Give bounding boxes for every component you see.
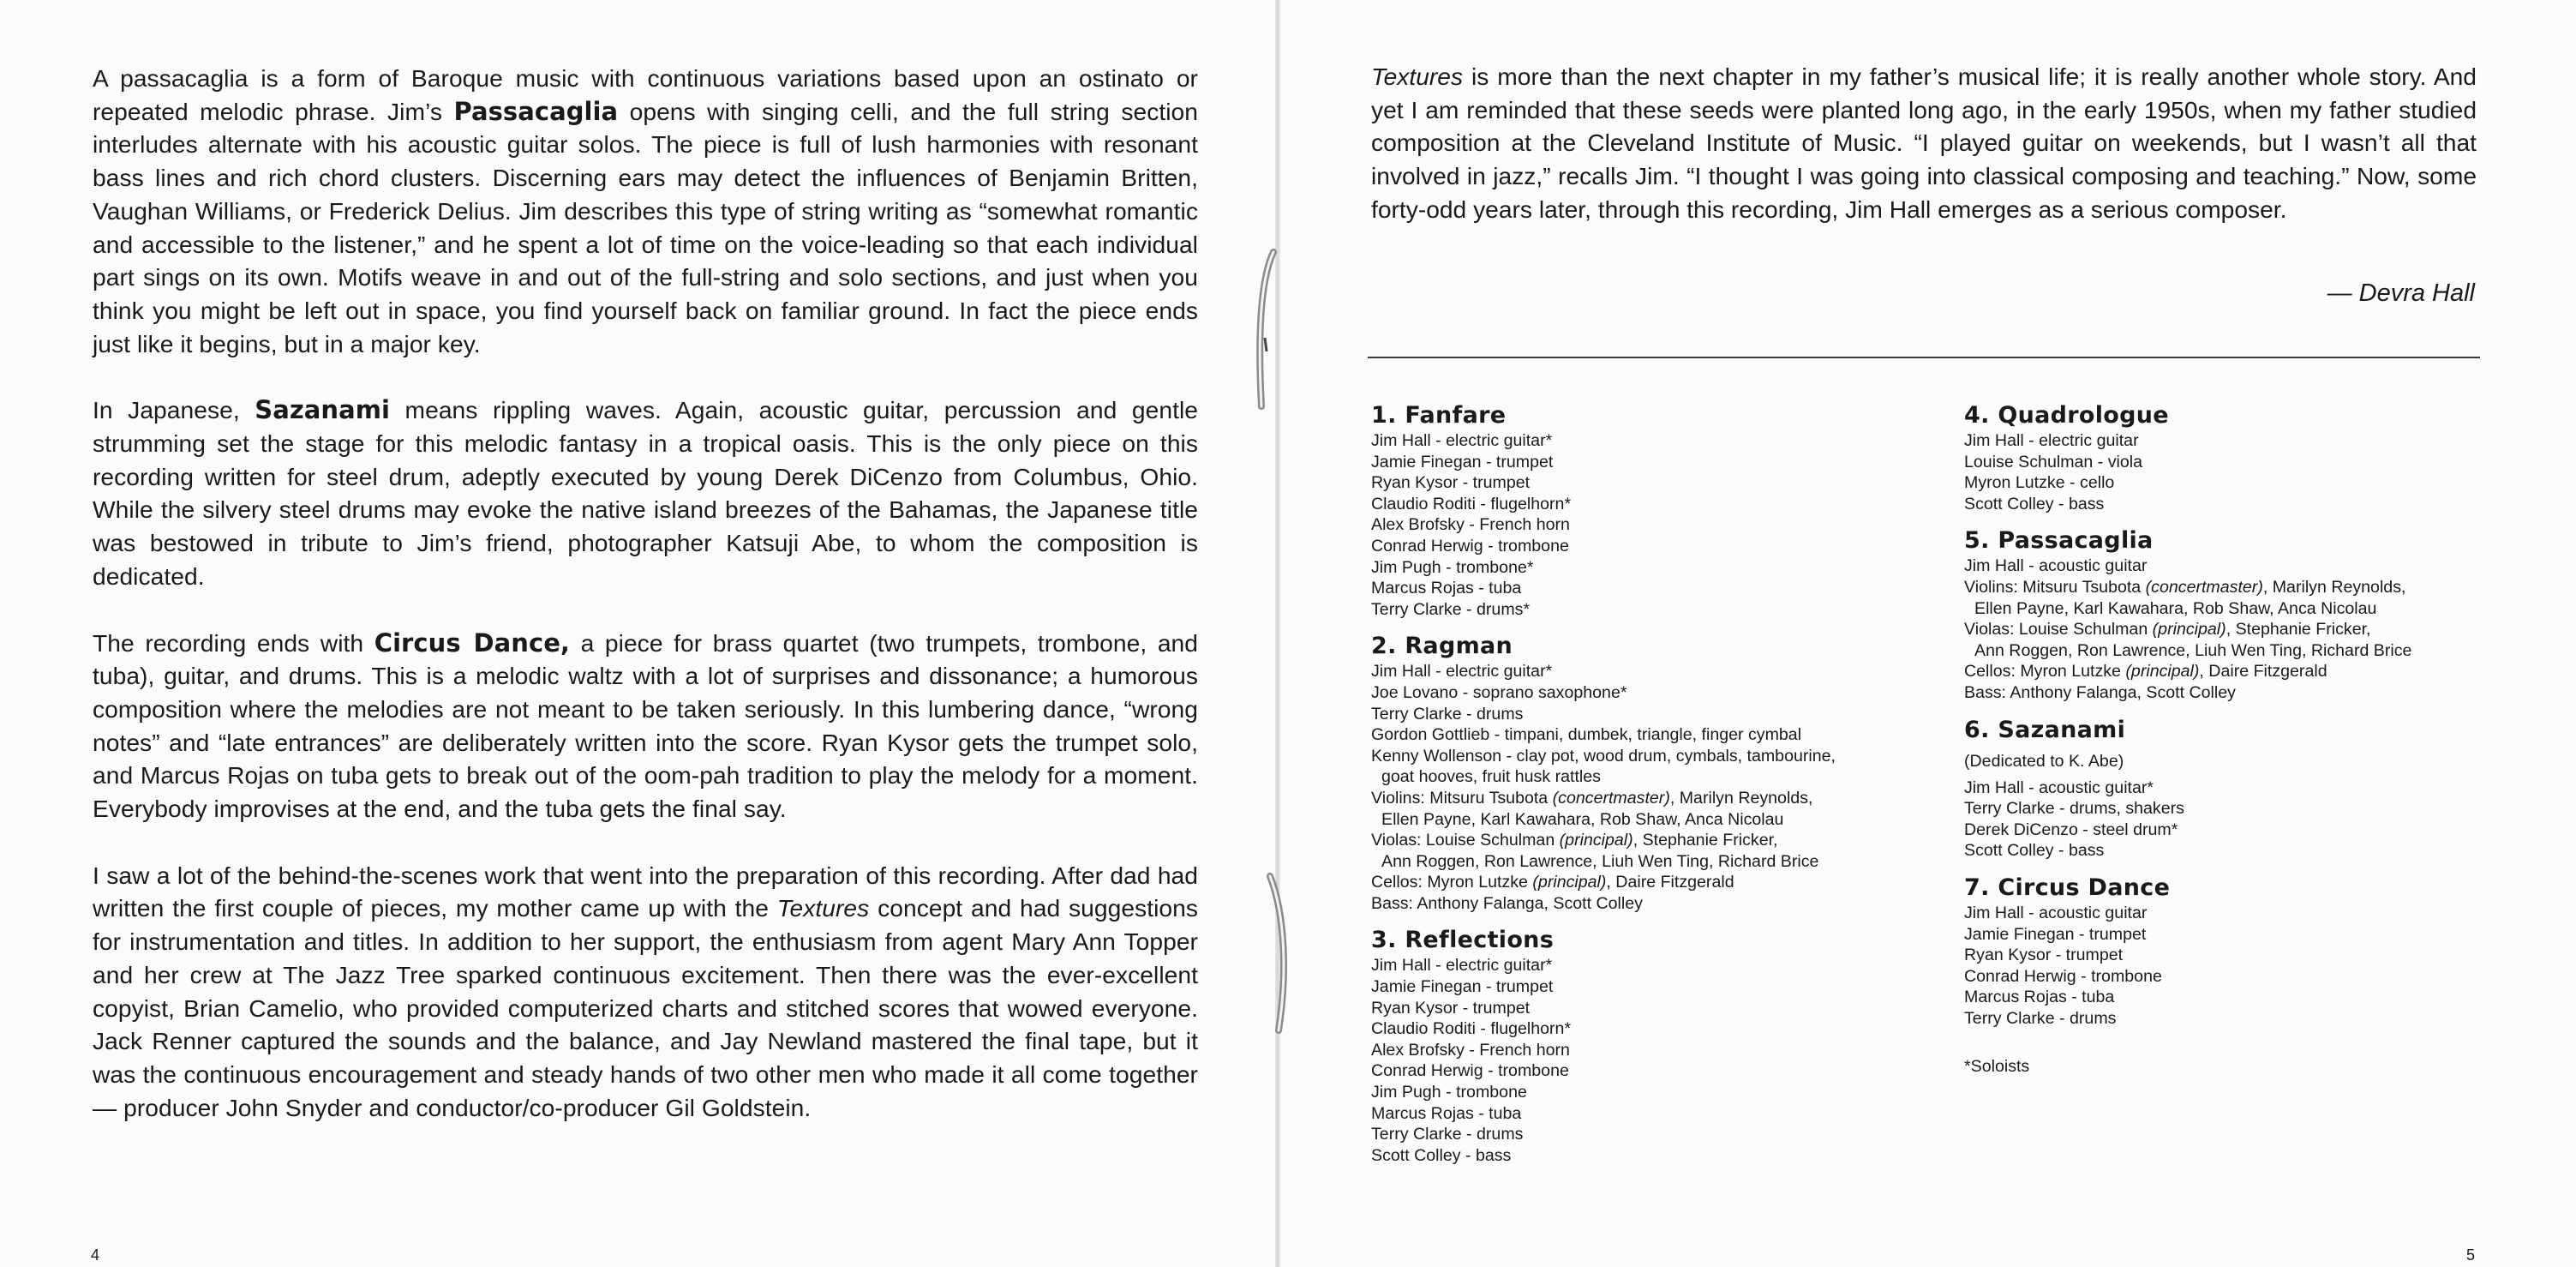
credit-line: Violins: Mitsuru Tsubota (concertmaster), Marilyn Reynolds, Ellen Payne, Karl Kawahara, Rob Shaw, Anca Nicolau <box>1371 788 1937 830</box>
staple-top-icon <box>1248 247 1282 410</box>
track <box>1964 401 2530 514</box>
essay-paragraph <box>93 627 1198 826</box>
credit-continuation: Ellen Payne, Karl Kawahara, Rob Shaw, Anca Nicolau <box>1381 809 1784 829</box>
credit-line: Kenny Wollenson - clay pot, wood drum, cymbals, tambourine, goat hooves, fruit husk rattles <box>1371 746 1937 788</box>
credit-line: Scott Colley - bass <box>1964 841 2105 861</box>
page-number-right: 5 <box>2466 1246 2476 1264</box>
credit-line: Claudio Roditi - flugelhorn* <box>1371 1019 1572 1039</box>
text-run: A passacaglia is a form of Baroque music with continuous variations based upon an ostinato or repeated melodic phrase. Jim’s <box>93 64 1198 125</box>
track-title: 1. Fanfare <box>1371 402 1507 429</box>
credit-line: Jim Hall - acoustic guitar <box>1964 556 2148 576</box>
credit-line: Scott Colley - bass <box>1371 1145 1512 1165</box>
essay-paragraph <box>93 859 1198 1125</box>
credit-line: Alex Brofsky - French horn <box>1371 1040 1570 1060</box>
credit-line: Derek DiCenzo - steel drum* <box>1964 820 2178 839</box>
track-title: 5. Passacaglia <box>1964 527 2154 555</box>
intro-paragraph <box>1371 60 2477 226</box>
role-note: (principal) <box>2152 620 2226 640</box>
essay-text <box>93 62 1198 1157</box>
italic-title: Textures <box>776 894 870 922</box>
credit-line: Violins: Mitsuru Tsubota (concertmaster), Marilyn Reynolds, Ellen Payne, Karl Kawahara, Rob Shaw, Anca Nicolau <box>1964 577 2530 619</box>
credit-line: Jim Pugh - trombone <box>1371 1083 1527 1102</box>
track-name-bold: Circus Dance, <box>374 627 570 658</box>
track-dedication: (Dedicated to K. Abe) <box>1964 751 2124 771</box>
signature: — Devra Hall <box>2327 279 2475 307</box>
role-note: (principal) <box>2125 662 2200 682</box>
credit-line: Gordon Gottlieb - timpani, dumbek, triangle, finger cymbal <box>1371 725 1802 745</box>
credit-line: Louise Schulman - viola <box>1964 452 2143 471</box>
track-list-left <box>1371 401 1937 1178</box>
divider-rule <box>1368 357 2480 358</box>
intro-text <box>1371 60 2477 226</box>
track <box>1964 716 2530 862</box>
text-run: concept and had suggestions for instrumentation and titles. In addition to her support, the enthusiasm from agent Mary Ann Topper and her crew at The Jazz Tree sparked continuous excitement. Then there was the ever-excellent copyist, Brian Camelio, who provided computerized charts and stitched scores that wowed everyone. Jack Renner captured the sounds and the balance, and Jay Newland mastered the final tape, but it was the continuous encouragement and steady hands of two other men who made it all come together — producer John Snyder and conductor/co-producer Gil Goldstein. <box>93 894 1198 1121</box>
track-name-bold: Passacaglia <box>453 96 619 126</box>
text-run: is more than the next chapter in my father’s musical life; it is really another whole story. And yet I am reminded that these seeds were planted long ago, in the early 1950s, when my father studied composition at the Cleveland Institute of Music. “I played guitar on weekends, but I wasn’t all that involved in jazz,” recalls Jim. “I thought I was going into classical composing and teaching.” Now, some forty-odd years later, through this recording, Jim Hall emerges as a serious composer. <box>1371 63 2477 223</box>
role-note: (principal) <box>1559 831 1633 850</box>
track-title: 7. Circus Dance <box>1964 874 2171 901</box>
essay-paragraph <box>93 62 1198 360</box>
role-note: (concertmaster) <box>2145 577 2263 597</box>
credit-continuation: goat hooves, fruit husk rattles <box>1381 767 1601 787</box>
credit-line: Ryan Kysor - trumpet <box>1371 473 1531 493</box>
track <box>1964 874 2530 1030</box>
credit-line: Terry Clarke - drums* <box>1371 599 1531 619</box>
credit-line: Jim Hall - electric guitar* <box>1371 662 1553 682</box>
text-run: means rippling waves. Again, acoustic guitar, percussion and gentle strumming set the stage for this melodic fantasy in a tropical oasis. This is the only piece on this recording written for steel drum, adeptly executed by young Derek DiCenzo from Columbus, Ohio. While the silvery steel drums may evoke the native island breezes of the Bahamas, the Japanese title was bestowed in tribute to Jim’s friend, photographer Katsuji Abe, to whom the composition is dedicated. <box>93 396 1199 590</box>
credit-continuation: Ann Roggen, Ron Lawrence, Liuh Wen Ting, Richard Brice <box>1974 640 2412 660</box>
track <box>1371 926 1937 1166</box>
track-title: 3. Reflections <box>1371 927 1555 954</box>
credit-line: Marcus Rojas - tuba <box>1371 579 1522 598</box>
text-run: opens with singing celli, and the full string section interludes alternate with his acoustic guitar solos. The piece is full of lush harmonies with resonant bass lines and rich chord clusters. Discerning ears may detect the influences of Benjamin Britten, Vaughan Williams, or Frederick Delius. Jim describes this type of string writing as “somewhat romantic and accessible to the listener,” and he spent a lot of time on the voice-leading so that each individual part sings on its own. Motifs weave in and out of the full-string and solo sections, and just when you think you might be left out in space, you find yourself back on familiar ground. In fact the piece ends just like it begins, but in a major key. <box>93 97 1199 357</box>
credit-line: Claudio Roditi - flugelhorn* <box>1371 494 1572 513</box>
staple-bottom-icon <box>1263 873 1297 1036</box>
soloists-footnote: *Soloists <box>1964 1057 2030 1077</box>
credit-line: Bass: Anthony Falanga, Scott Colley <box>1371 893 1643 913</box>
track-name-bold: Sazanami <box>255 395 390 425</box>
booklet-spine <box>1275 0 1280 1267</box>
credit-line: Conrad Herwig - trombone <box>1371 1061 1569 1081</box>
credit-line: Jim Hall - electric guitar* <box>1371 956 1553 976</box>
text-run: In Japanese, <box>93 396 255 424</box>
track <box>1371 632 1937 914</box>
italic-title: Textures <box>1371 63 1464 90</box>
credit-line: Jim Hall - electric guitar* <box>1371 431 1553 450</box>
credit-line: Joe Lovano - soprano saxophone* <box>1371 682 1627 702</box>
credit-line: Jamie Finegan - trumpet <box>1371 452 1554 471</box>
essay-paragraph <box>93 393 1198 592</box>
credit-line: Marcus Rojas - tuba <box>1964 988 2115 1007</box>
credit-line: Terry Clarke - drums <box>1371 1125 1524 1144</box>
text-run: I saw a lot of the behind-the-scenes work that went into the preparation of this recording. After dad had written the first couple of pieces, my mother came up with the <box>93 861 1198 922</box>
credit-line: Ryan Kysor - trumpet <box>1964 946 2124 965</box>
track <box>1964 526 2530 703</box>
text-run: a piece for brass quartet (two trumpets, trombone, and tuba), guitar, and drums. This is a melodic waltz with a lot of surprises and dissonance; a humorous composition where the melodies are not meant to be taken seriously. In this lumbering dance, “wrong notes” and “late entrances” are deliberately written into the score. Ryan Kysor gets the trumpet solo, and Marcus Rojas on tuba gets to break out of the oom-pah tradition to play the melody for a moment. Everybody improvises at the end, and the tuba gets the final say. <box>93 628 1198 823</box>
credit-line: Conrad Herwig - trombone <box>1371 536 1569 555</box>
track-list-right <box>1964 401 2530 1078</box>
credit-line: Alex Brofsky - French horn <box>1371 515 1570 535</box>
credit-line: Violas: Louise Schulman (principal), Stephanie Fricker, Ann Roggen, Ron Lawrence, Liuh Wen Ting, Richard Brice <box>1964 619 2530 661</box>
credit-continuation: Ann Roggen, Ron Lawrence, Liuh Wen Ting, Richard Brice <box>1381 851 1819 871</box>
credit-line: Terry Clarke - drums <box>1371 704 1524 724</box>
credit-line: Jamie Finegan - trumpet <box>1371 977 1554 997</box>
credit-line: Marcus Rojas - tuba <box>1371 1103 1522 1123</box>
role-note: (principal) <box>1532 873 1607 892</box>
credit-line: Jim Hall - electric guitar <box>1964 431 2139 450</box>
credit-line: Ryan Kysor - trumpet <box>1371 998 1531 1018</box>
track <box>1371 401 1937 620</box>
track-title: 2. Ragman <box>1371 633 1513 660</box>
credit-line: Cellos: Myron Lutzke (principal), Daire Fitzgerald <box>1964 662 2327 682</box>
credit-line: Myron Lutzke - cello <box>1964 473 2115 493</box>
credit-line: Jim Pugh - trombone* <box>1371 557 1534 577</box>
credit-continuation: Ellen Payne, Karl Kawahara, Rob Shaw, Anca Nicolau <box>1974 598 2377 618</box>
credit-line: Conrad Herwig - trombone <box>1964 966 2162 986</box>
credit-line: Violas: Louise Schulman (principal), Stephanie Fricker, Ann Roggen, Ron Lawrence, Liuh Wen Ting, Richard Brice <box>1371 830 1937 872</box>
credit-line: Bass: Anthony Falanga, Scott Colley <box>1964 682 2236 702</box>
credit-line: Jim Hall - acoustic guitar* <box>1964 778 2154 797</box>
track-title: 4. Quadrologue <box>1964 402 2169 429</box>
credit-line: Cellos: Myron Lutzke (principal), Daire Fitzgerald <box>1371 873 1734 892</box>
credit-line: Scott Colley - bass <box>1964 494 2105 513</box>
role-note: (concertmaster) <box>1552 788 1670 808</box>
credit-line: Jim Hall - acoustic guitar <box>1964 903 2148 922</box>
text-run: The recording ends with <box>93 628 374 657</box>
track-title: 6. Sazanami <box>1964 716 2126 743</box>
credit-line: Terry Clarke - drums <box>1964 1008 2117 1028</box>
credit-line: Jamie Finegan - trumpet <box>1964 924 2147 944</box>
credit-line: Terry Clarke - drums, shakers <box>1964 799 2184 819</box>
page-number-left: 4 <box>91 1246 100 1264</box>
